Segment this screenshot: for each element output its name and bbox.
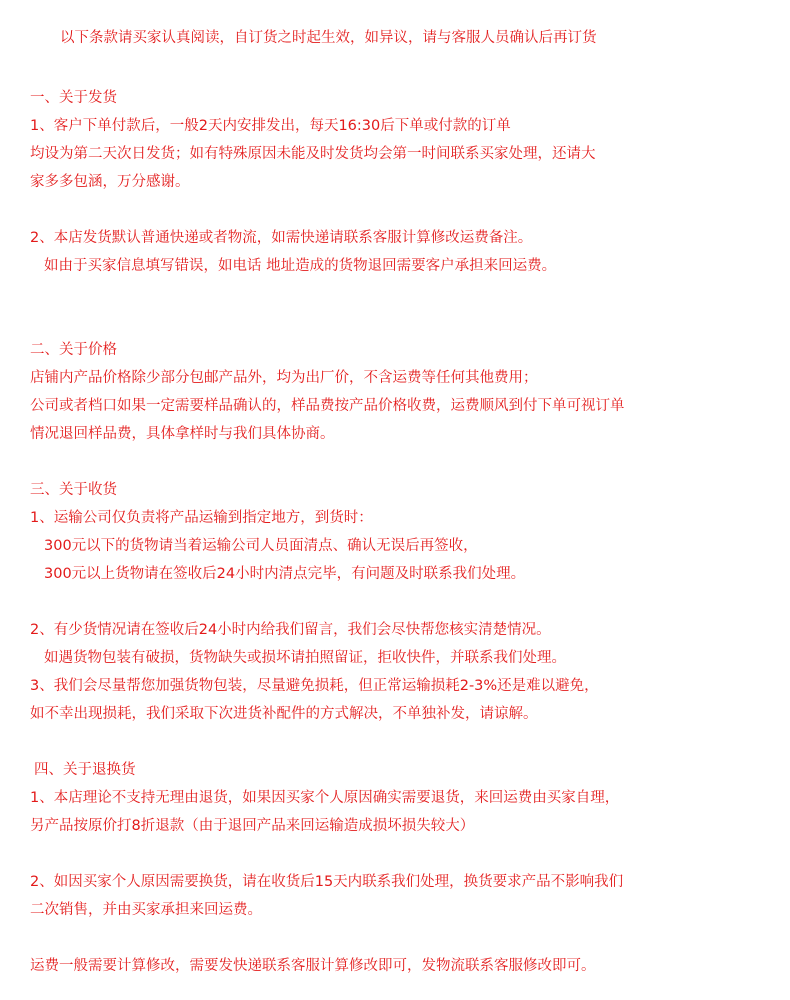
receiving-line-2: 300元以下的货物请当着运输公司人员面清点、确认无误后再签收， — [44, 538, 478, 554]
returns-line-4: 二次销售，并由买家承担来回运费。 — [30, 902, 262, 918]
price-line-3: 情况退回样品费，具体拿样时与我们具体协商。 — [30, 426, 335, 442]
shipping-line-5: 如由于买家信息填写错误，如电话 地址造成的货物退回需要客户承担来回运费。 — [44, 258, 557, 274]
receiving-line-5: 如遇货物包装有破损，货物缺失或损坏请拍照留证，拒收快件，并联系我们处理。 — [44, 650, 566, 666]
receiving-line-7: 如不幸出现损耗，我们采取下次进货补配件的方式解决，不单独补发，请谅解。 — [30, 706, 538, 722]
returns-line-1: 1、本店理论不支持无理由退货，如果因买家个人原因确实需要退货，来回运费由买家自理， — [30, 790, 620, 806]
price-line-1: 店铺内产品价格除少部分包邮产品外，均为出厂价，不含运费等任何其他费用； — [30, 370, 538, 386]
footer-note: 运费一般需要计算修改，需要发快递联系客服计算修改即可，发物流联系客服修改即可。 — [30, 958, 596, 974]
shipping-line-4: 2、本店发货默认普通快递或者物流，如需快递请联系客服计算修改运费备注。 — [30, 230, 533, 246]
shipping-line-1: 1、客户下单付款后，一般2天内安排发出，每天16:30后下单或付款的订单 — [30, 118, 511, 134]
section-heading-shipping: 一、关于发货 — [30, 90, 117, 106]
price-line-2: 公司或者档口如果一定需要样品确认的，样品费按产品价格收费，运费顺风到付下单可视订单 — [30, 398, 625, 414]
receiving-line-1: 1、运输公司仅负责将产品运输到指定地方，到货时： — [30, 510, 373, 526]
receiving-line-6: 3、我们会尽量帮您加强货物包装，尽量避免损耗，但正常运输损耗2-3%还是难以避免， — [30, 678, 599, 694]
shipping-line-2: 均设为第二天次日发货；如有特殊原因未能及时发货均会第一时间联系买家处理，还请大 — [30, 146, 596, 162]
section-heading-price: 二、关于价格 — [30, 342, 117, 358]
notice-line: 以下条款请买家认真阅读，自订货之时起生效，如异议，请与客服人员确认后再订货 — [60, 30, 597, 46]
receiving-line-4: 2、有少货情况请在签收后24小时内给我们留言，我们会尽快帮您核实清楚情况。 — [30, 622, 551, 638]
section-heading-receiving: 三、关于收货 — [30, 482, 117, 498]
returns-line-3: 2、如因买家个人原因需要换货，请在收货后15天内联系我们处理，换货要求产品不影响我们 — [30, 874, 624, 890]
returns-line-2: 另产品按原价打8折退款（由于退回产品来回运输造成损坏损失较大） — [30, 818, 475, 834]
section-heading-returns: 四、关于退换货 — [34, 762, 136, 778]
receiving-line-3: 300元以上货物请在签收后24小时内清点完毕，有问题及时联系我们处理。 — [44, 566, 526, 582]
shipping-line-3: 家多多包涵，万分感谢。 — [30, 174, 190, 190]
